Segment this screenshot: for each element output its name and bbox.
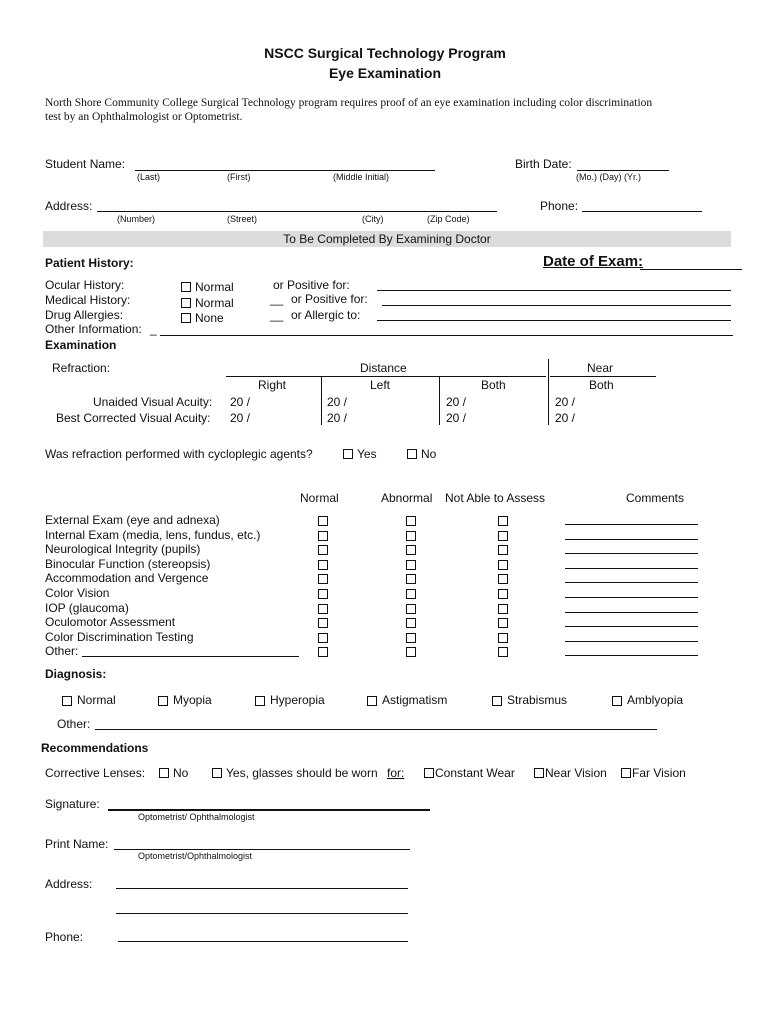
address-number-hint: (Number) bbox=[117, 214, 156, 224]
far-vision-checkbox[interactable] bbox=[621, 768, 631, 778]
form-title: NSCC Surgical Technology Program bbox=[264, 45, 506, 61]
normal-checkbox[interactable] bbox=[318, 574, 328, 584]
not-able-checkbox[interactable] bbox=[498, 647, 508, 657]
left-both-divider bbox=[439, 377, 440, 425]
best-corrected-acuity-label: Best Corrected Visual Acuity: bbox=[56, 411, 211, 425]
comment-field[interactable] bbox=[565, 597, 698, 598]
medical-positive-field[interactable] bbox=[382, 305, 731, 306]
date-of-exam-field[interactable] bbox=[640, 269, 742, 270]
normal-checkbox[interactable] bbox=[318, 589, 328, 599]
not-able-checkbox[interactable] bbox=[498, 560, 508, 570]
diagnosis-heading: Diagnosis: bbox=[45, 667, 107, 681]
birth-date-hint: (Mo.) (Day) (Yr.) bbox=[576, 172, 641, 182]
cycloplegic-yes-checkbox[interactable] bbox=[343, 449, 353, 459]
medical-normal-label: Normal bbox=[195, 296, 234, 310]
unaided-near-field[interactable]: 20 / bbox=[555, 395, 576, 409]
normal-checkbox[interactable] bbox=[318, 647, 328, 657]
checklist-item-label: Accommodation and Vergence bbox=[45, 571, 209, 585]
drug-allergies-label: Drug Allergies: bbox=[45, 308, 124, 322]
diagnosis-astigmatism-checkbox[interactable] bbox=[367, 696, 377, 706]
cycloplegic-no-checkbox[interactable] bbox=[407, 449, 417, 459]
checklist-other-field[interactable] bbox=[82, 656, 299, 657]
comment-field[interactable] bbox=[565, 553, 698, 554]
other-information-underscore: _ bbox=[150, 322, 157, 336]
print-name-caption: Optometrist/Ophthalmologist bbox=[138, 851, 253, 861]
birth-date-label: Birth Date: bbox=[515, 157, 572, 171]
normal-checkbox[interactable] bbox=[318, 633, 328, 643]
allergic-to-field[interactable] bbox=[377, 320, 731, 321]
not-able-checkbox[interactable] bbox=[498, 531, 508, 541]
checklist-item-label: Neurological Integrity (pupils) bbox=[45, 542, 201, 556]
ocular-positive-label: or Positive for: bbox=[273, 278, 350, 292]
near-vision-checkbox[interactable] bbox=[534, 768, 544, 778]
unaided-right-field[interactable]: 20 / bbox=[230, 395, 251, 409]
best-near-field[interactable]: 20 / bbox=[555, 411, 576, 425]
col-abnormal-header: Abnormal bbox=[381, 491, 433, 505]
diagnosis-normal-checkbox[interactable] bbox=[62, 696, 72, 706]
address-street-hint: (Street) bbox=[227, 214, 258, 224]
not-able-checkbox[interactable] bbox=[498, 516, 508, 526]
diagnosis-amblyopia-checkbox[interactable] bbox=[612, 696, 622, 706]
student-name-label: Student Name: bbox=[45, 157, 126, 171]
doctor-phone-label: Phone: bbox=[45, 930, 84, 944]
doctor-address-field-1[interactable] bbox=[116, 888, 408, 889]
abnormal-checkbox[interactable] bbox=[406, 545, 416, 555]
normal-checkbox[interactable] bbox=[318, 618, 328, 628]
diagnosis-astigmatism-label: Astigmatism bbox=[382, 693, 448, 707]
first-name-hint: (First) bbox=[227, 172, 251, 182]
col-comments-header: Comments bbox=[626, 491, 685, 505]
col-normal-header: Normal bbox=[300, 491, 339, 505]
address-city-hint: (City) bbox=[362, 214, 384, 224]
lenses-yes-label: Yes, glasses should be worn bbox=[226, 766, 378, 780]
normal-checkbox[interactable] bbox=[318, 604, 328, 614]
best-right-field[interactable]: 20 / bbox=[230, 411, 251, 425]
student-address-label: Address: bbox=[45, 199, 93, 213]
address-zip-hint: (Zip Code) bbox=[427, 214, 470, 224]
near-both-column-header: Both bbox=[589, 378, 614, 392]
student-phone-field[interactable] bbox=[582, 211, 702, 212]
ocular-positive-field[interactable] bbox=[377, 290, 731, 291]
date-of-exam-label: Date of Exam: bbox=[543, 253, 644, 270]
ocular-normal-label: Normal bbox=[195, 280, 234, 294]
checklist-item-label: Oculomotor Assessment bbox=[45, 615, 176, 629]
not-able-checkbox[interactable] bbox=[498, 633, 508, 643]
near-divider bbox=[548, 359, 549, 425]
cycloplegic-yes-label: Yes bbox=[357, 447, 377, 461]
lenses-no-checkbox[interactable] bbox=[159, 768, 169, 778]
col-not-able-header: Not Able to Assess bbox=[445, 491, 546, 505]
medical-positive-underscore: __ bbox=[270, 292, 284, 306]
near-header-rule bbox=[550, 376, 656, 377]
checklist-item-label: External Exam (eye and adnexa) bbox=[45, 513, 220, 527]
ocular-normal-checkbox[interactable] bbox=[181, 282, 191, 292]
near-vision-label: Near Vision bbox=[545, 766, 607, 780]
diagnosis-other-label: Other: bbox=[57, 717, 91, 731]
normal-checkbox[interactable] bbox=[318, 545, 328, 555]
not-able-checkbox[interactable] bbox=[498, 604, 508, 614]
medical-history-label: Medical History: bbox=[45, 293, 131, 307]
diagnosis-hyperopia-checkbox[interactable] bbox=[255, 696, 265, 706]
comment-field[interactable] bbox=[565, 582, 698, 583]
lenses-yes-checkbox[interactable] bbox=[212, 768, 222, 778]
abnormal-checkbox[interactable] bbox=[406, 618, 416, 628]
best-left-field[interactable]: 20 / bbox=[327, 411, 348, 425]
signature-caption: Optometrist/ Ophthalmologist bbox=[138, 812, 255, 822]
comment-field[interactable] bbox=[565, 539, 698, 540]
diagnosis-strabismus-checkbox[interactable] bbox=[492, 696, 502, 706]
ocular-history-label: Ocular History: bbox=[45, 278, 125, 292]
last-name-hint: (Last) bbox=[137, 172, 161, 182]
constant-wear-label: Constant Wear bbox=[435, 766, 515, 780]
recommendations-heading: Recommendations bbox=[41, 741, 149, 755]
abnormal-checkbox[interactable] bbox=[406, 531, 416, 541]
student-address-field[interactable] bbox=[97, 211, 497, 212]
print-name-label: Print Name: bbox=[45, 837, 109, 851]
normal-checkbox[interactable] bbox=[318, 516, 328, 526]
abnormal-checkbox[interactable] bbox=[406, 589, 416, 599]
checklist-item-label: Internal Exam (media, lens, fundus, etc.) bbox=[45, 528, 261, 542]
examination-heading: Examination bbox=[45, 338, 117, 352]
intro-text-line1: North Shore Community College Surgical Technology program requires proof of an eye examination including color discrimination bbox=[45, 97, 653, 109]
drug-none-label: None bbox=[195, 311, 224, 325]
medical-positive-label: or Positive for: bbox=[291, 292, 368, 306]
diagnosis-other-field[interactable] bbox=[95, 729, 657, 730]
patient-history-heading: Patient History: bbox=[45, 256, 134, 270]
constant-wear-checkbox[interactable] bbox=[424, 768, 434, 778]
comment-field[interactable] bbox=[565, 524, 698, 525]
allergic-to-label: or Allergic to: bbox=[291, 308, 361, 322]
normal-checkbox[interactable] bbox=[318, 560, 328, 570]
medical-normal-checkbox[interactable] bbox=[181, 298, 191, 308]
right-column-header: Right bbox=[258, 378, 287, 392]
abnormal-checkbox[interactable] bbox=[406, 516, 416, 526]
checklist-item-label: IOP (glaucoma) bbox=[45, 601, 129, 615]
diagnosis-strabismus-label: Strabismus bbox=[507, 693, 568, 707]
not-able-checkbox[interactable] bbox=[498, 618, 508, 628]
not-able-checkbox[interactable] bbox=[498, 589, 508, 599]
not-able-checkbox[interactable] bbox=[498, 545, 508, 555]
doctor-phone-field[interactable] bbox=[118, 941, 408, 942]
cycloplegic-question: Was refraction performed with cycloplegic agents? bbox=[45, 447, 313, 461]
abnormal-checkbox[interactable] bbox=[406, 574, 416, 584]
print-name-field[interactable] bbox=[114, 849, 410, 850]
left-column-header: Left bbox=[370, 378, 391, 392]
doctor-address-label: Address: bbox=[45, 877, 93, 891]
not-able-checkbox[interactable] bbox=[498, 574, 508, 584]
best-both-field[interactable]: 20 / bbox=[446, 411, 467, 425]
doctor-address-field-2[interactable] bbox=[116, 913, 408, 914]
comment-field[interactable] bbox=[565, 612, 698, 613]
refraction-label: Refraction: bbox=[52, 361, 111, 375]
abnormal-checkbox[interactable] bbox=[406, 560, 416, 570]
corrective-lenses-label: Corrective Lenses: bbox=[45, 766, 146, 780]
comment-field[interactable] bbox=[565, 626, 698, 627]
intro-text-line2: test by an Ophthalmologist or Optometrist. bbox=[45, 111, 243, 123]
other-information-label: Other Information: bbox=[45, 322, 142, 336]
signature-label: Signature: bbox=[45, 797, 100, 811]
normal-checkbox[interactable] bbox=[318, 531, 328, 541]
comment-field[interactable] bbox=[565, 655, 698, 656]
unaided-acuity-label: Unaided Visual Acuity: bbox=[93, 395, 213, 409]
cycloplegic-no-label: No bbox=[421, 447, 437, 461]
near-header: Near bbox=[587, 361, 614, 375]
both-column-header: Both bbox=[481, 378, 506, 392]
unaided-both-field[interactable]: 20 / bbox=[446, 395, 467, 409]
student-name-field[interactable] bbox=[135, 170, 435, 171]
allergic-underscore: __ bbox=[270, 308, 284, 322]
diagnosis-hyperopia-label: Hyperopia bbox=[270, 693, 325, 707]
student-phone-label: Phone: bbox=[540, 199, 579, 213]
abnormal-checkbox[interactable] bbox=[406, 604, 416, 614]
drug-none-checkbox[interactable] bbox=[181, 313, 191, 323]
lenses-no-label: No bbox=[173, 766, 189, 780]
diagnosis-myopia-label: Myopia bbox=[173, 693, 212, 707]
checklist-item-label: Color Discrimination Testing bbox=[45, 630, 194, 644]
signature-field[interactable] bbox=[108, 809, 430, 811]
diagnosis-normal-label: Normal bbox=[77, 693, 116, 707]
comment-field[interactable] bbox=[565, 641, 698, 642]
diagnosis-amblyopia-label: Amblyopia bbox=[627, 693, 684, 707]
unaided-left-field[interactable]: 20 / bbox=[327, 395, 348, 409]
far-vision-label: Far Vision bbox=[632, 766, 686, 780]
right-left-divider bbox=[321, 377, 322, 425]
middle-initial-hint: (Middle Initial) bbox=[333, 172, 390, 182]
diagnosis-myopia-checkbox[interactable] bbox=[158, 696, 168, 706]
distance-header-rule bbox=[226, 376, 546, 377]
lenses-for-label: for: bbox=[387, 766, 405, 780]
abnormal-checkbox[interactable] bbox=[406, 633, 416, 643]
doctor-section-banner-text: To Be Completed By Examining Doctor bbox=[283, 232, 491, 246]
checklist-item-label: Binocular Function (stereopsis) bbox=[45, 557, 211, 571]
abnormal-checkbox[interactable] bbox=[406, 647, 416, 657]
comment-field[interactable] bbox=[565, 568, 698, 569]
distance-header: Distance bbox=[360, 361, 407, 375]
checklist-item-label: Color Vision bbox=[45, 586, 110, 600]
other-information-field[interactable] bbox=[160, 335, 733, 336]
checklist-item-label: Other: bbox=[45, 644, 79, 658]
form-subtitle: Eye Examination bbox=[328, 65, 442, 81]
birth-date-field[interactable] bbox=[577, 170, 669, 171]
